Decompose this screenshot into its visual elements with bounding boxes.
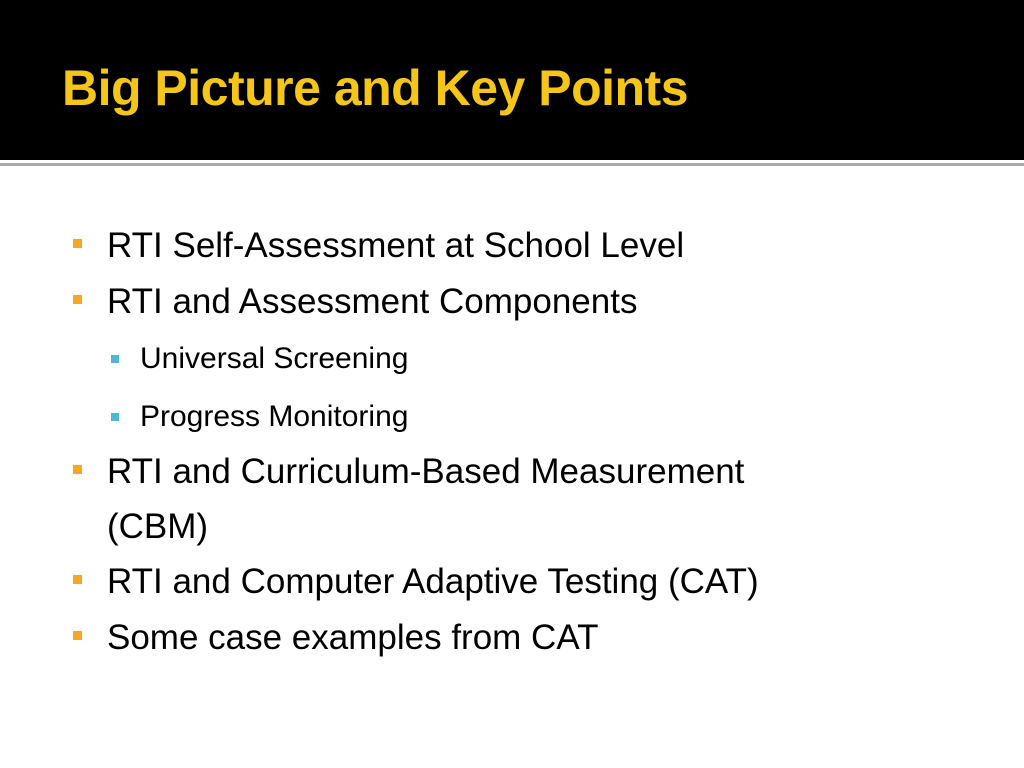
bullet-rti-cbm-continuation: (CBM) (107, 507, 209, 546)
bullet-rti-cat: RTI and Computer Adaptive Testing (CAT) (107, 562, 759, 601)
bullet-rti-assessment-components: RTI and Assessment Components (107, 282, 638, 321)
square-bullet-icon (73, 575, 82, 584)
sub-bullet-progress-monitoring: Progress Monitoring (140, 400, 409, 433)
square-bullet-icon (73, 239, 82, 248)
square-bullet-icon (73, 295, 82, 304)
square-bullet-icon (111, 413, 119, 421)
bullet-rti-cbm: RTI and Curriculum-Based Measurement (107, 452, 745, 491)
slide-title: Big Picture and Key Points (62, 60, 689, 116)
square-bullet-icon (73, 631, 82, 640)
sub-bullet-universal-screening: Universal Screening (140, 342, 409, 375)
bullet-rti-self-assessment: RTI Self-Assessment at School Level (107, 226, 685, 265)
bullet-case-examples: Some case examples from CAT (107, 618, 599, 657)
square-bullet-icon (73, 465, 82, 474)
square-bullet-icon (111, 355, 119, 363)
